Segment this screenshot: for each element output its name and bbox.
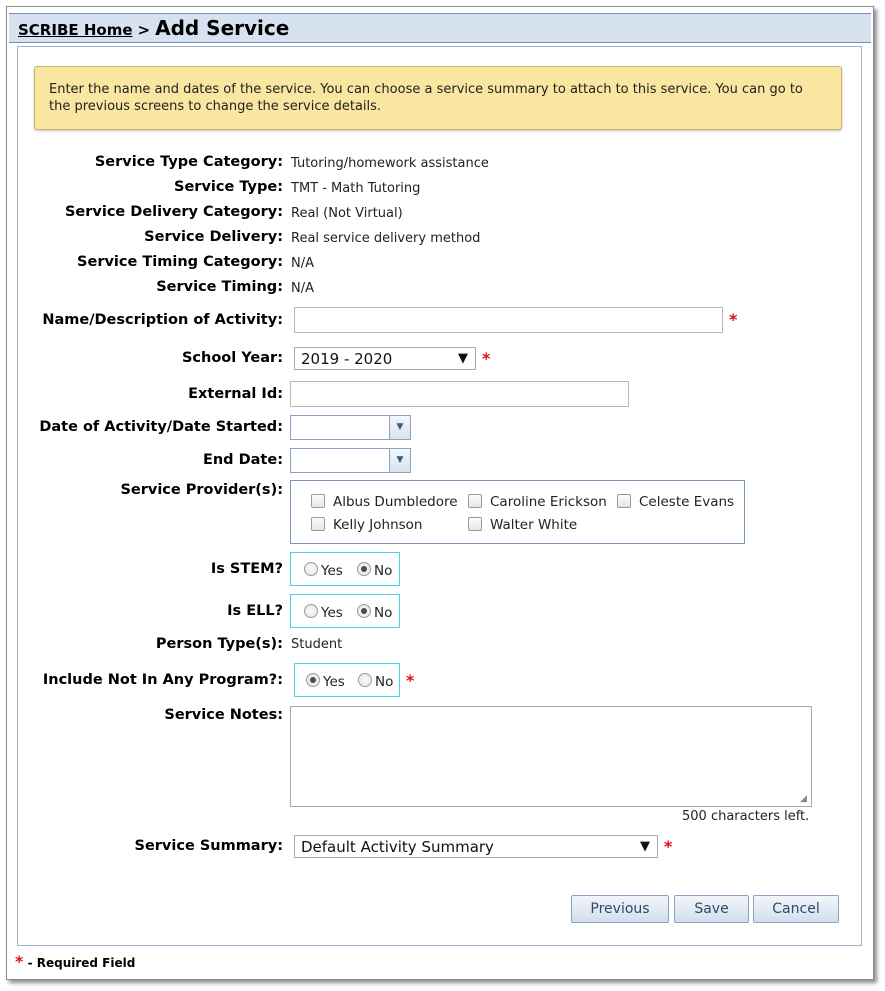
resize-grip-icon[interactable]: ◢ — [800, 794, 807, 804]
service-type-label: Service Type: — [174, 179, 283, 195]
radio-label: No — [375, 674, 394, 690]
radio-label: Yes — [321, 563, 343, 579]
checkbox-icon[interactable] — [311, 517, 325, 531]
name-description-label: Name/Description of Activity: — [42, 312, 283, 328]
external-id-input[interactable] — [290, 381, 629, 407]
include-not-in-program-yes-radio[interactable] — [306, 673, 345, 690]
chars-left-counter: 500 characters left. — [682, 809, 810, 824]
provider-checkbox-albus-dumbledore[interactable] — [311, 494, 458, 510]
service-timing-label: Service Timing: — [156, 279, 283, 295]
external-id-label: External Id: — [188, 386, 283, 402]
is-stem-radio-group — [290, 552, 400, 586]
service-timing-category-label: Service Timing Category: — [77, 254, 283, 270]
radio-icon[interactable] — [304, 562, 318, 576]
provider-name: Celeste Evans — [639, 494, 735, 510]
title-bar — [9, 13, 871, 43]
person-type-value: Student — [291, 637, 343, 652]
person-type-label: Person Type(s): — [155, 636, 283, 652]
required-marker: * — [15, 952, 24, 971]
is-ell-radio-group — [290, 594, 400, 628]
scribe-home-link[interactable]: SCRIBE Home — [18, 21, 133, 39]
radio-selected-icon[interactable] — [306, 673, 320, 687]
checkbox-icon[interactable] — [311, 494, 325, 508]
provider-name: Kelly Johnson — [333, 517, 423, 533]
include-not-in-program-label: Include Not In Any Program?: — [42, 672, 283, 688]
is-stem-label: Is STEM? — [210, 561, 283, 577]
checkbox-icon[interactable] — [617, 494, 631, 508]
radio-label: No — [374, 563, 393, 579]
end-date-label: End Date: — [202, 452, 283, 468]
include-not-in-program-radio-group — [294, 663, 400, 697]
provider-checkbox-caroline-erickson[interactable] — [468, 494, 607, 510]
provider-checkbox-celeste-evans[interactable] — [617, 494, 734, 510]
radio-selected-icon[interactable] — [357, 604, 371, 618]
service-type-value: TMT - Math Tutoring — [291, 181, 421, 196]
service-delivery-label: Service Delivery: — [144, 229, 283, 245]
provider-checkbox-kelly-johnson[interactable] — [311, 517, 422, 533]
school-year-select[interactable] — [294, 347, 476, 370]
service-summary-value: Default Activity Summary — [301, 838, 494, 856]
breadcrumb-separator: > — [137, 21, 151, 39]
breadcrumb — [18, 16, 289, 40]
name-description-input[interactable] — [294, 307, 723, 333]
is-ell-label: Is ELL? — [227, 603, 283, 619]
info-message — [34, 66, 842, 130]
date-started-label: Date of Activity/Date Started: — [39, 419, 283, 435]
required-marker: * — [664, 837, 673, 856]
radio-label: Yes — [321, 605, 343, 621]
service-delivery-value: Real service delivery method — [291, 231, 481, 246]
required-field-note — [15, 952, 135, 971]
service-delivery-category-label: Service Delivery Category: — [64, 204, 283, 220]
include-not-in-program-no-radio[interactable] — [358, 673, 393, 690]
school-year-label: School Year: — [181, 350, 283, 366]
provider-name: Walter White — [490, 517, 578, 533]
page-title: Add Service — [155, 16, 290, 40]
radio-icon[interactable] — [304, 604, 318, 618]
service-timing-category-value: N/A — [291, 256, 314, 271]
radio-icon[interactable] — [358, 673, 372, 687]
checkbox-icon[interactable] — [468, 517, 482, 531]
service-providers-box — [290, 480, 745, 544]
service-summary-select[interactable] — [294, 835, 658, 858]
radio-label: No — [374, 605, 393, 621]
school-year-value: 2019 - 2020 — [301, 350, 393, 368]
provider-name: Albus Dumbledore — [333, 494, 458, 510]
calendar-dropdown-icon[interactable]: ▼ — [389, 416, 410, 439]
provider-checkbox-walter-white[interactable] — [468, 517, 577, 533]
previous-button[interactable]: Previous — [571, 895, 669, 923]
service-type-category-label: Service Type Category: — [94, 154, 283, 170]
dropdown-arrow-icon: ▼ — [640, 839, 650, 854]
save-button[interactable]: Save — [674, 895, 749, 923]
info-text: Enter the name and dates of the service. You can choose a service summary to attach to this service. You can go to the previous screens to change the service details. — [49, 82, 803, 114]
required-field-text: - Required Field — [27, 956, 136, 970]
cancel-button[interactable]: Cancel — [753, 895, 839, 923]
required-marker: * — [729, 310, 738, 329]
is-stem-yes-radio[interactable] — [304, 562, 343, 579]
service-delivery-category-value: Real (Not Virtual) — [291, 206, 403, 221]
checkbox-icon[interactable] — [468, 494, 482, 508]
end-date-picker[interactable] — [290, 448, 411, 473]
service-timing-value: N/A — [291, 281, 314, 296]
service-type-category-value: Tutoring/homework assistance — [291, 156, 489, 171]
service-providers-label: Service Provider(s): — [120, 482, 283, 498]
provider-name: Caroline Erickson — [490, 494, 607, 510]
is-stem-no-radio[interactable] — [357, 562, 392, 579]
is-ell-yes-radio[interactable] — [304, 604, 343, 621]
radio-selected-icon[interactable] — [357, 562, 371, 576]
service-notes-label: Service Notes: — [164, 707, 283, 723]
is-ell-no-radio[interactable] — [357, 604, 392, 621]
required-marker: * — [406, 671, 415, 690]
date-started-picker[interactable] — [290, 415, 411, 440]
service-notes-textarea[interactable] — [290, 706, 812, 807]
dropdown-arrow-icon: ▼ — [458, 351, 468, 366]
service-summary-label: Service Summary: — [134, 838, 283, 854]
radio-label: Yes — [323, 674, 345, 690]
required-marker: * — [482, 349, 491, 368]
calendar-dropdown-icon[interactable]: ▼ — [389, 449, 410, 472]
